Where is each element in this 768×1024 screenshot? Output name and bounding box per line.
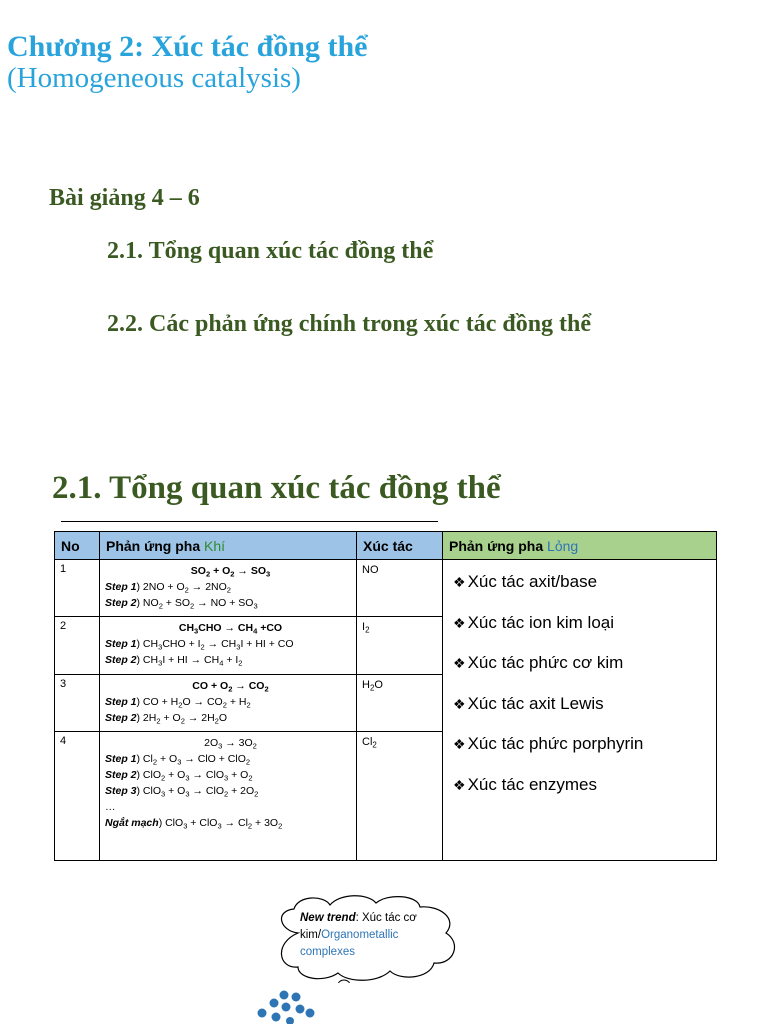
diamond-bullet-icon: ❖: [453, 695, 466, 712]
diamond-bullet-icon: ❖: [453, 574, 466, 590]
overall-reaction: CO + $O_2 \to CO_2$: [192, 679, 269, 694]
dot: [270, 999, 279, 1008]
list-item-label: Xúc tác enzymes: [467, 774, 598, 794]
list-item-label: Xúc tác ion kim loại: [467, 612, 615, 632]
list-item: [453, 653, 716, 694]
dot: [306, 1009, 315, 1018]
diamond-bullet-icon: ❖: [453, 655, 466, 671]
reaction-step: Step 1) CO + $H_2O \to CO_2 + H_2$: [105, 695, 251, 710]
overall-reaction: $2O_3 \to 3O_2$: [204, 737, 257, 751]
step-label: Step 1: [105, 753, 137, 766]
topic-item: 2.1. Tổng quan xúc tác đồng thể: [107, 238, 434, 264]
step-label: Step 2: [105, 769, 137, 782]
dot: [282, 1003, 291, 1012]
section-heading: 2.1. Tổng quan xúc tác đồng thể: [52, 470, 501, 506]
reaction-step: …: [105, 801, 116, 814]
list-item: [453, 775, 716, 816]
header-gas-phase: [100, 532, 357, 560]
reaction-step: Step 1) $2NO + O_2 \to 2NO_2$: [105, 581, 231, 595]
header-liquid-prefix: Phản ứng pha: [449, 537, 548, 554]
list-item: [453, 572, 716, 613]
reaction-step: Ngắt mạch) $ClO_3 + ClO_3 \to Cl_2 + 3O_2$: [105, 817, 283, 831]
list-item-label: Xúc tác phức porphyrin: [467, 734, 644, 753]
callout-label: New trend: [300, 912, 356, 924]
header-gas-prefix: Phản ứng pha: [106, 537, 205, 554]
catalyst-cell: NO: [357, 560, 443, 617]
diamond-bullet-icon: ❖: [453, 614, 466, 631]
reactions-table: [54, 531, 717, 861]
header-liquid-phase: [443, 532, 717, 560]
catalyst-cell: $Cl_2$: [357, 732, 443, 861]
dot: [292, 993, 301, 1002]
new-trend-callout: [300, 910, 450, 961]
step-label: Ngắt mạch: [105, 817, 159, 830]
reaction-step: Step 2) $NO_2 + SO_2$ → NO + $SO_3$: [105, 597, 258, 611]
reaction-step: Step 2) $ClO_2 + O_3 \to ClO_3 + O_2$: [105, 769, 253, 783]
table-header-row: [55, 532, 717, 560]
decorative-dots: [248, 985, 328, 1024]
list-item-label: Xúc tác axit/base: [467, 572, 598, 591]
list-item: [453, 734, 716, 775]
list-item-label: Xúc tác phức cơ kim: [467, 653, 624, 672]
reaction-cell: [100, 617, 357, 674]
list-item: [453, 613, 716, 654]
reaction-step: Step 1) $Cl_2 + O_3$ → ClO + ClO$_2$: [105, 753, 251, 767]
header-catalyst: Xúc tác: [357, 532, 443, 560]
header-no: No: [55, 532, 100, 560]
header-gas-word: Khí: [204, 537, 226, 554]
dot: [272, 1013, 281, 1022]
reaction-cell: [100, 674, 357, 731]
callout-text: : Xúc tác cơ kim/: [300, 912, 417, 941]
step-label: Step 2: [105, 711, 137, 724]
row-number: 1: [55, 560, 100, 617]
header-liquid-word: Lỏng: [547, 537, 579, 554]
overall-reaction: $SO_2 + O_2 \to SO_3$: [190, 565, 271, 579]
heading-underline: [61, 521, 438, 522]
reaction-cell: [100, 560, 357, 617]
list-item: [453, 694, 716, 735]
list-item-label: Xúc tác axit Lewis: [467, 693, 604, 713]
dot: [296, 1005, 305, 1014]
step-label: Step 1: [105, 638, 137, 651]
topic-item: 2.2. Các phản ứng chính trong xúc tác đồng thể: [107, 311, 592, 337]
dot: [280, 991, 289, 1000]
callout-text-en: Organometallic complexes: [300, 929, 399, 958]
step-label: Step 1: [105, 581, 137, 593]
reaction-step: Step 1) $CH_3CHO + I_2 \to CH_3I$ + HI + CO: [105, 638, 294, 652]
overall-reaction: $CH_3CHO \to CH_4 +CO$: [178, 622, 283, 636]
catalyst-cell: $I_2$: [357, 617, 443, 674]
dot: [286, 1017, 294, 1024]
row-number: 2: [55, 617, 100, 674]
liquid-phase-list: [443, 560, 717, 861]
step-label: Step 2: [105, 597, 137, 609]
step-label: Step 3: [105, 785, 137, 798]
table-row: [55, 560, 717, 617]
chapter-title: Chương 2: Xúc tác đồng thể: [7, 30, 368, 63]
reaction-step: Step 2) $CH_3I$ + HI → $CH_4 + I_2$: [105, 654, 243, 668]
dot: [258, 1009, 267, 1018]
row-number: 4: [55, 732, 100, 861]
step-label: Step 2: [105, 654, 137, 667]
diamond-bullet-icon: ❖: [453, 776, 466, 793]
lecture-label: Bài giảng 4 – 6: [49, 185, 200, 211]
reaction-cell: [100, 732, 357, 861]
reaction-step: Step 3) $ClO_3 + O_3 \to ClO_2 + 2O_2$: [105, 785, 259, 799]
step-label: Step 1: [105, 695, 137, 708]
chapter-subtitle: (Homogeneous catalysis): [7, 62, 301, 94]
reaction-step: Step 2) $2H_2 + O_2 \to 2H_2O$: [105, 711, 228, 726]
catalyst-cell: $H_2O$: [357, 674, 443, 731]
diamond-bullet-icon: ❖: [453, 736, 466, 752]
row-number: 3: [55, 674, 100, 731]
